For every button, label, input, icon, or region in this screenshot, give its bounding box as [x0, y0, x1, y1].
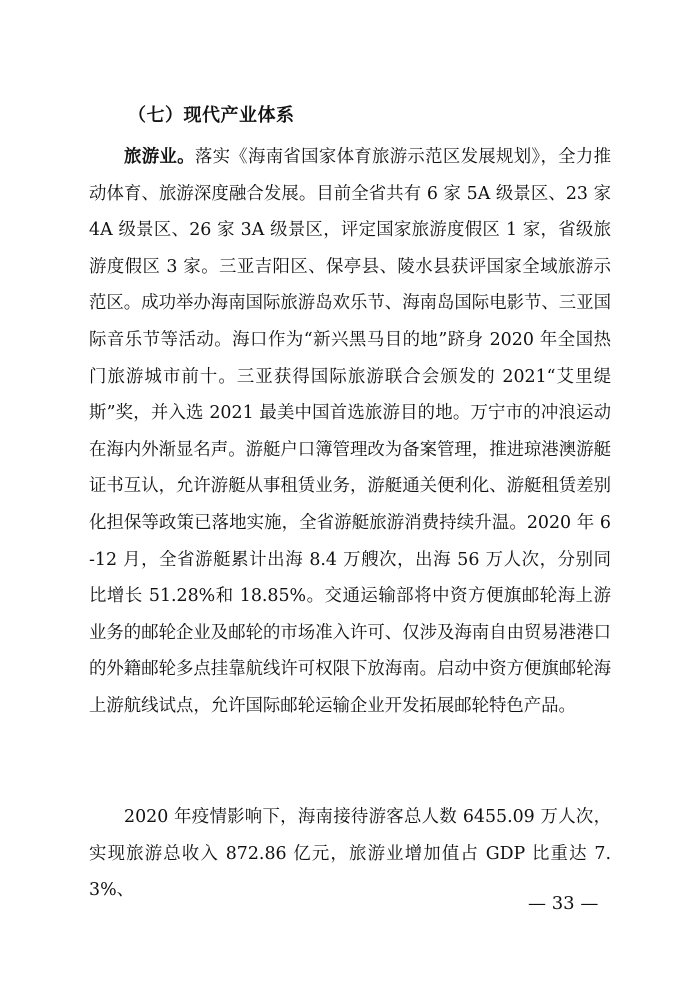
paragraph-text: 2020 年疫情影响下，海南接待游客总人数 6455.09 万人次，实现旅游总收入 872.86 亿元，旅游业增加值占 GDP 比重达 7.3%、	[89, 807, 611, 901]
page-number: — 33 —	[528, 893, 599, 914]
body-paragraph	[89, 139, 611, 725]
section-heading: （七）现代产业体系	[128, 105, 295, 126]
paragraph-text: 落实《海南省国家体育旅游示范区发展规划》，全力推动体育、旅游深度融合发展。目前全省共有 6 家 5A 级景区、23 家 4A 级景区、26 家 3A 级景区，评定国家旅游度假区 1 家，省级旅游度假区 3 家。三亚吉阳区、保亭县、陵水县获评国家全域旅游示范区。成功举办海南国际旅游岛欢乐节、海南岛国际电影节、三亚国际音乐节等活动。海口作为“新兴黑马目的地”跻身 2020 年全国热门旅游城市前十。三亚获得国际旅游联合会颁发的 2021“艾里缇斯”奖，并入选 2021 最美中国首选旅游目的地。万宁市的冲浪运动在海内外渐显名声。游艇户口簿管理改为备案管理，推进琼港澳游艇证书互认，允许游艇从事租赁业务，游艇通关便利化、游艇租赁差别化担保等政策已落地实施，全省游艇旅游消费持续升温。2020 年 6-12 月，全省游艇累计出海 8.4 万艘次，出海 56 万人次，分别同比增长 51.28%和 18.85%。交通运输部将中资方便旗邮轮海上游业务的邮轮企业及邮轮的市场准入许可、仅涉及海南自由贸易港港口的外籍邮轮多点挂靠航线许可权限下放海南。启动中资方便旗邮轮海上游航线试点，允许国际邮轮运输企业开发拓展邮轮特色产品。	[89, 147, 611, 716]
paragraph-lead-term: 旅游业。	[124, 147, 195, 167]
